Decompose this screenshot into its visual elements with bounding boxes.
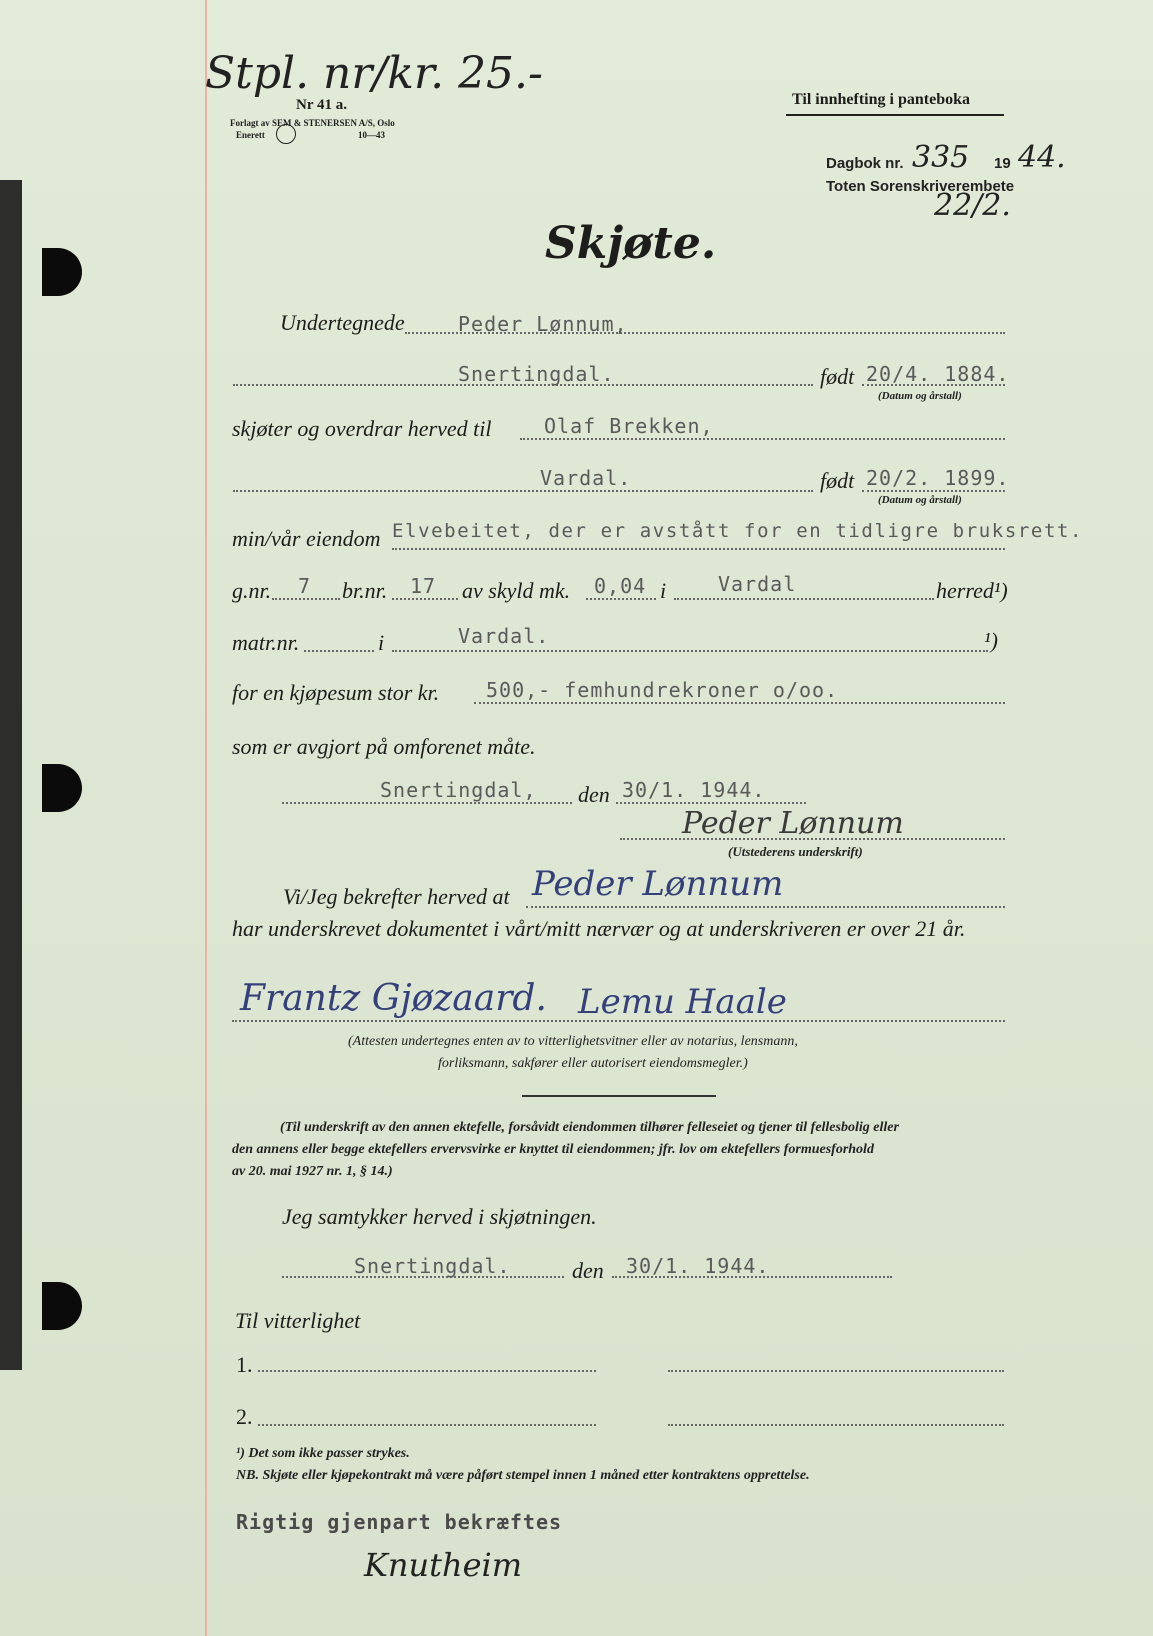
buyer-place: Vardal. <box>540 466 632 490</box>
den-label: den <box>572 1258 604 1283</box>
herred-label: herred¹) <box>936 578 1008 603</box>
dagbok-year-prefix: 19 <box>994 155 1011 172</box>
price-value: 500,- femhundrekroner o/oo. <box>486 678 839 702</box>
publisher-date: 10—43 <box>358 130 385 140</box>
skyld-value: 0,04 <box>594 574 647 598</box>
den-label: den <box>578 782 610 807</box>
page-edge-shadow <box>0 180 22 1370</box>
issuer-caption: (Utstederens underskrift) <box>728 844 863 859</box>
sign-place: Snertingdal, <box>380 778 537 802</box>
dagbok-label: Dagbok nr. <box>826 155 904 172</box>
binding-note: Til innhefting i panteboka <box>792 91 970 108</box>
fodt-label: født <box>820 364 855 389</box>
footnote-mark: ¹) <box>984 628 998 653</box>
buyer-birthdate: 20/2. 1899. <box>866 466 1010 490</box>
signature-line <box>232 1020 1005 1022</box>
seller-name: Peder Lønnum, <box>458 312 628 336</box>
publisher-logo-icon <box>276 124 296 144</box>
witness-caption-2: forliksmann, sakfører eller autorisert eiendomsmegler.) <box>438 1056 748 1071</box>
fill-line <box>392 650 988 652</box>
publisher-line: Forlagt av SEM & STENERSEN A/S, Oslo <box>230 118 395 128</box>
divider <box>522 1095 716 1097</box>
datum-caption: (Datum og årstall) <box>878 494 962 506</box>
herred-name: Vardal <box>718 572 797 596</box>
binding-note-underline <box>786 114 1004 116</box>
matr-label: matr.nr. <box>232 630 300 655</box>
spouse-note-2: den annens eller begge ektefellers ervervsvirke er knyttet til eiendommen; jfr. lov om ektefellers formuesforhold <box>232 1142 874 1157</box>
matr-i-label: i <box>378 630 385 655</box>
fill-line <box>304 650 374 652</box>
witness-signature-1: Frantz Gjøzaard. <box>240 978 547 1019</box>
price-label: for en kjøpesum stor kr. <box>232 680 440 705</box>
transfer-label: skjøter og overdrar herved til <box>232 416 492 441</box>
brnr-value: 17 <box>410 574 437 598</box>
spouse-place: Snertingdal. <box>354 1254 511 1278</box>
page-title: Skjøte. <box>545 218 717 269</box>
binder-hole <box>42 248 82 296</box>
spouse-note-1: (Til underskrift av den annen ektefelle, forsåvidt eiendommen tilhører felleseiet og tjener til fellesbolig eller <box>280 1120 899 1135</box>
settled-text: som er avgjort på omforenet måte. <box>232 734 536 759</box>
i-label: i <box>660 578 667 603</box>
fill-line <box>862 490 1005 492</box>
property-description: Elvebeitet, der er avstått for en tidligre bruksrett. <box>392 520 1084 542</box>
fill-line <box>282 802 572 804</box>
footnote-nb: NB. Skjøte eller kjøpekontrakt må være påført stempel innen 1 måned etter kontraktens opprettelse. <box>236 1468 810 1483</box>
fill-line <box>272 598 340 600</box>
fill-line <box>674 598 934 600</box>
gnr-label: g.nr. <box>232 578 272 603</box>
handwritten-reference: Stpl. nr/kr. 25.- <box>205 48 543 99</box>
fill-line <box>233 490 813 492</box>
property-label: min/vår eiendom <box>232 526 381 551</box>
seller-birthdate: 20/4. 1884. <box>866 362 1010 386</box>
fodt-label: født <box>820 468 855 493</box>
undertegnede-label: Undertegnede <box>280 310 405 335</box>
sign-date: 30/1. 1944. <box>622 778 766 802</box>
vitterlighet-line-2: 2. <box>236 1404 253 1429</box>
fill-line <box>258 1370 596 1372</box>
handwritten-date: 22/2. <box>934 188 1011 223</box>
seller-place: Snertingdal. <box>458 362 615 386</box>
brnr-label: br.nr. <box>342 578 388 603</box>
certification-text: Rigtig gjenpart bekræftes <box>236 1510 563 1534</box>
fill-line <box>474 702 1005 704</box>
witness-caption-1: (Attesten undertegnes enten av to vitterlighetsvitner eller av notarius, lensmann, <box>348 1034 798 1049</box>
matr-place: Vardal. <box>458 624 550 648</box>
vitterlighet-line-1: 1. <box>236 1352 253 1377</box>
skyld-label: av skyld mk. <box>462 578 571 603</box>
gnr-value: 7 <box>298 574 312 598</box>
confirm-text: har underskrevet dokumentet i vårt/mitt nærvær og at underskriveren er over 21 år. <box>232 916 966 941</box>
dagbok-year-suffix: 44. <box>1018 140 1066 175</box>
binder-hole <box>42 764 82 812</box>
dagbok-number: 335 <box>912 140 970 175</box>
margin-rule <box>205 0 207 1636</box>
certification-signature: Knutheim <box>364 1546 523 1584</box>
footnote-1: ¹) Det som ikke passer strykes. <box>236 1446 410 1461</box>
fill-line <box>526 906 1005 908</box>
confirm-name-signature: Peder Lønnum <box>532 864 784 904</box>
issuer-signature: Peder Lønnum <box>682 806 904 841</box>
fill-line <box>586 598 656 600</box>
vitterlighet-label: Til vitterlighet <box>235 1308 361 1333</box>
office-stamp: Toten Sorenskriverembete <box>826 178 1015 195</box>
form-number: Nr 41 a. <box>296 97 347 113</box>
fill-line <box>668 1424 1004 1426</box>
fill-line <box>520 438 1005 440</box>
spouse-date: 30/1. 1944. <box>626 1254 770 1278</box>
confirm-label: Vi/Jeg bekrefter herved at <box>283 884 510 909</box>
fill-line <box>668 1370 1004 1372</box>
publisher-enerett: Enerett <box>236 130 265 140</box>
witness-signature-2: Lemu Haale <box>578 982 787 1022</box>
spouse-consent: Jeg samtykker herved i skjøtningen. <box>282 1204 597 1229</box>
fill-line <box>258 1424 596 1426</box>
binder-hole <box>42 1282 82 1330</box>
fill-line <box>392 598 458 600</box>
buyer-name: Olaf Brekken, <box>544 414 714 438</box>
fill-line <box>392 548 1005 550</box>
spouse-note-3: av 20. mai 1927 nr. 1, § 14.) <box>232 1164 393 1179</box>
datum-caption: (Datum og årstall) <box>878 390 962 402</box>
fill-line <box>616 802 806 804</box>
